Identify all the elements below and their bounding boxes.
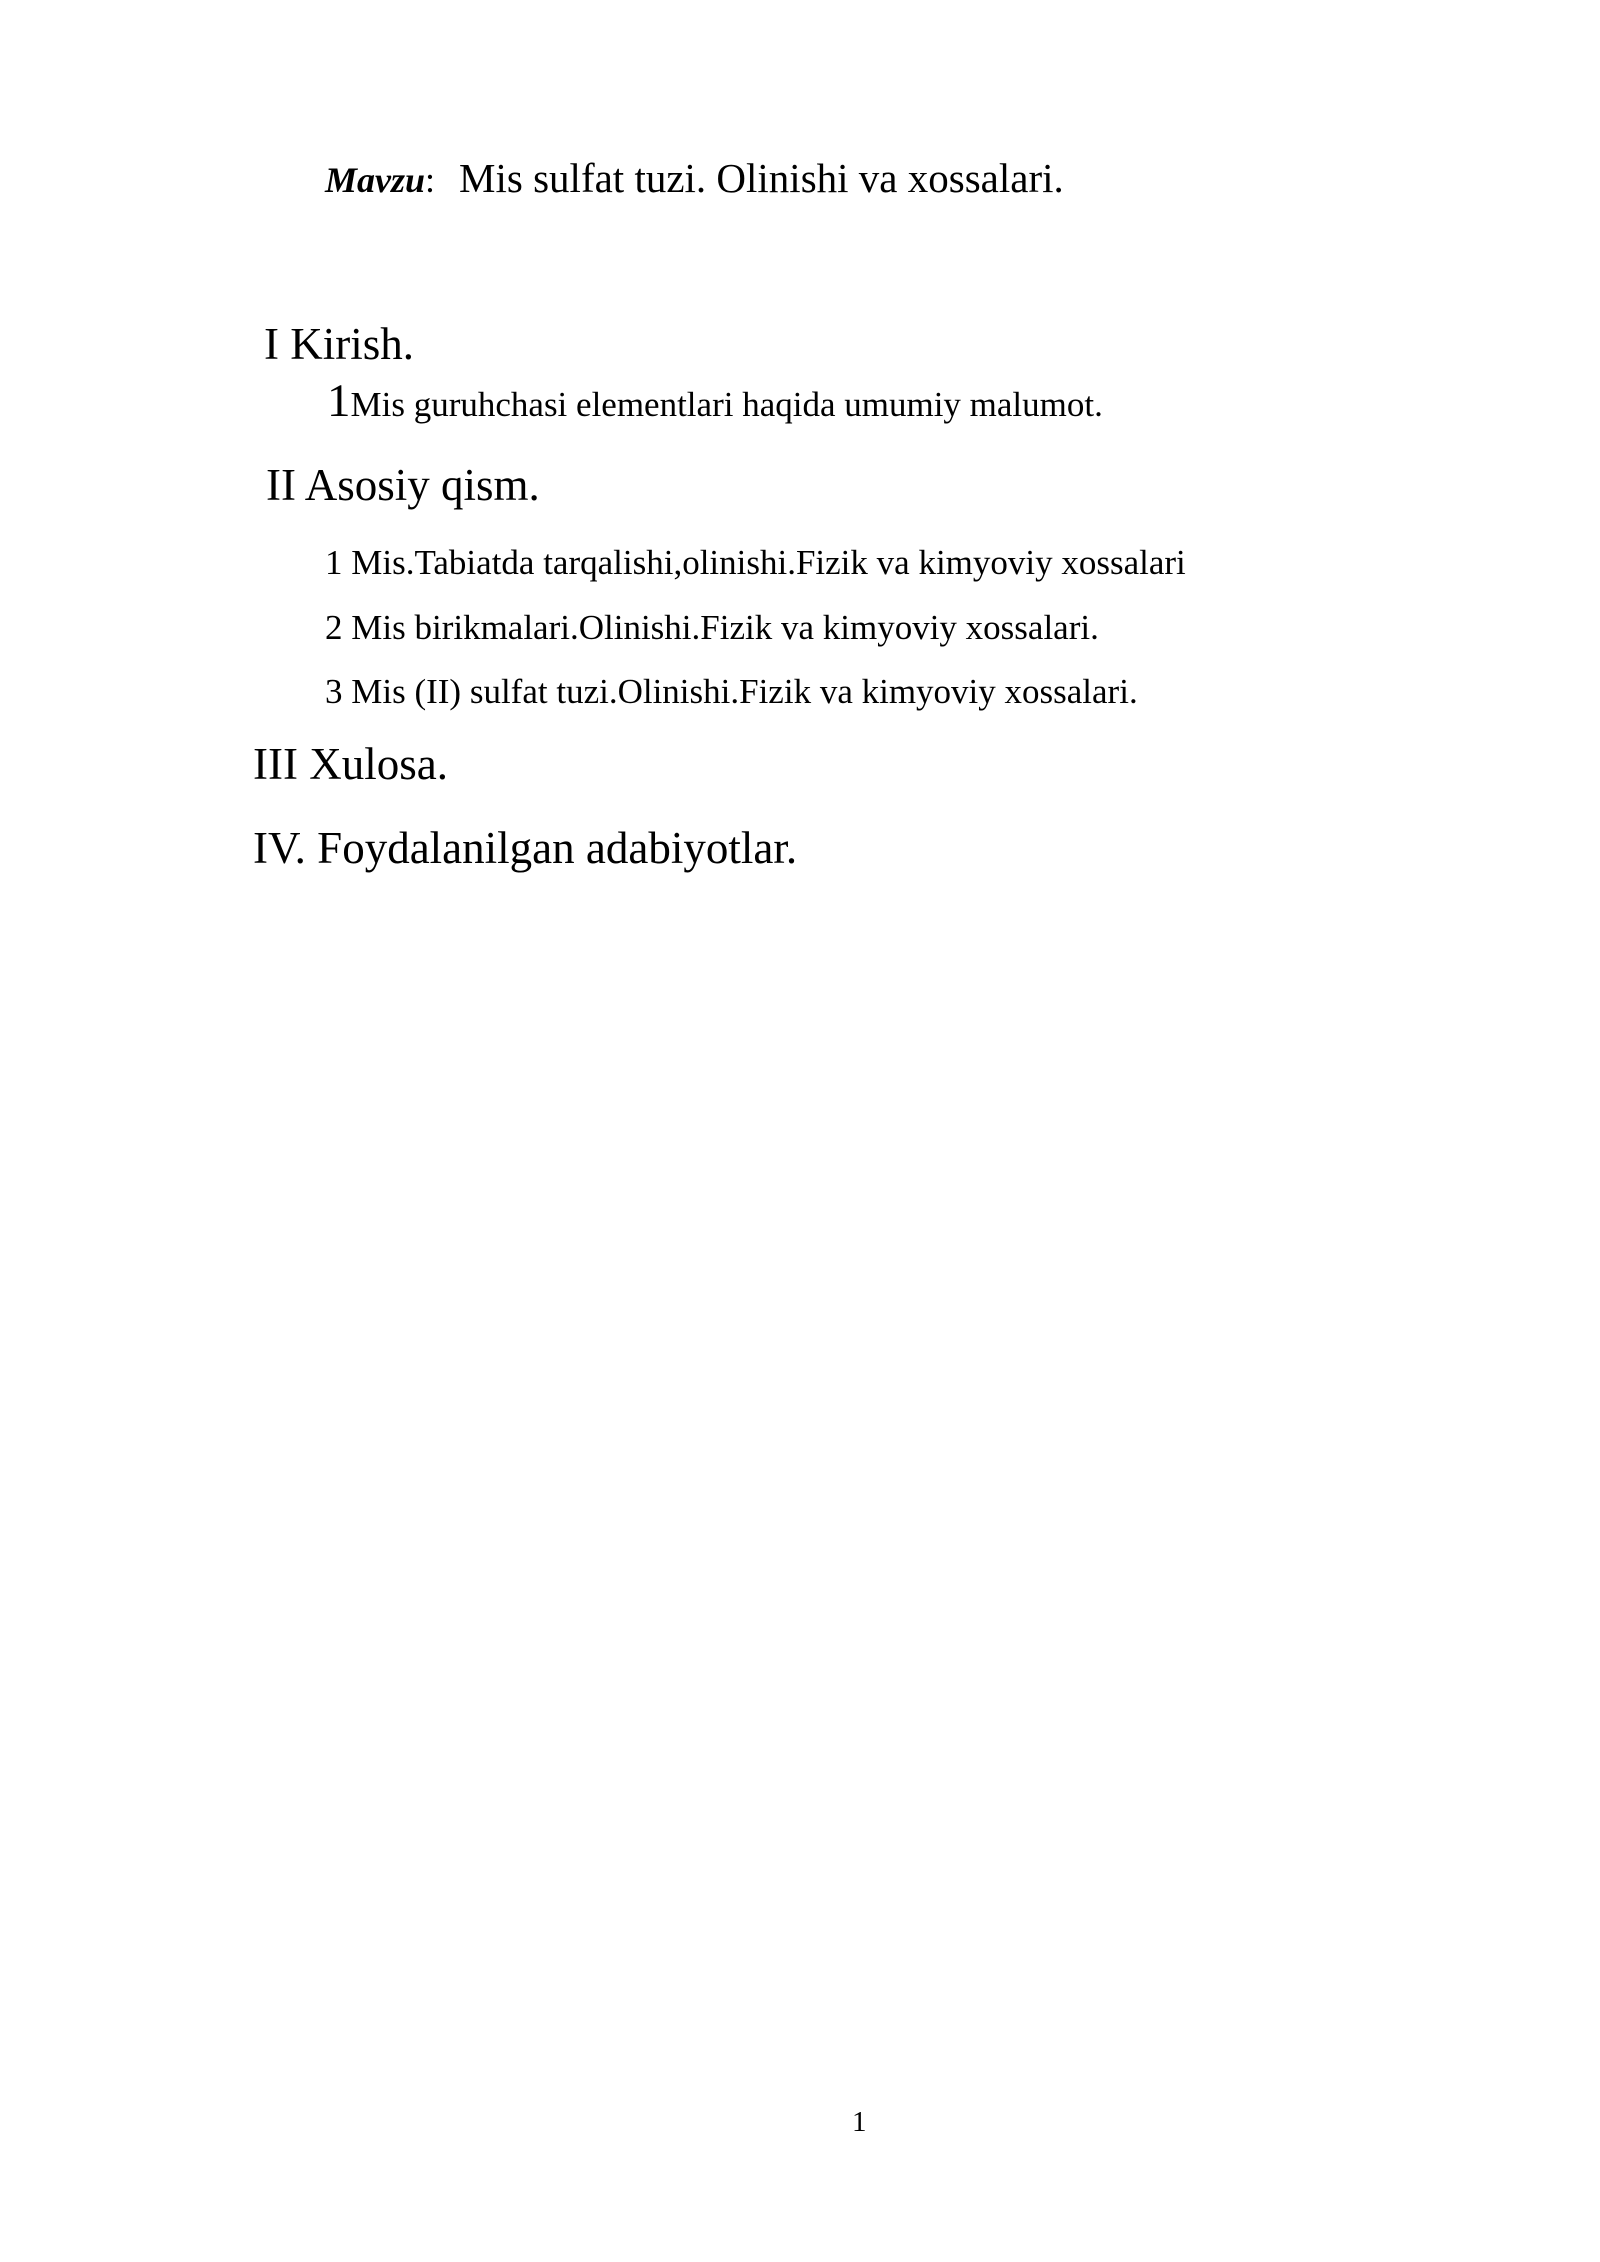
- main-part-item: 3 Mis (II) sulfat tuzi.Olinishi.Fizik va kimyoviy xossalari.: [325, 672, 1138, 711]
- introduction-item-number: 1: [327, 375, 351, 427]
- topic-line: [325, 155, 1064, 201]
- section-heading-main-part: II Asosiy qism.: [266, 460, 540, 510]
- section-heading-references: IV. Foydalanilgan adabiyotlar.: [253, 823, 798, 873]
- section-heading-conclusion: III Xulosa.: [253, 739, 448, 789]
- topic-label: Mavzu: [325, 160, 426, 200]
- introduction-item-text: Mis guruhchasi elementlari haqida umumiy malumot.: [350, 385, 1103, 424]
- main-part-item: 2 Mis birikmalari.Olinishi.Fizik va kimyoviy xossalari.: [325, 608, 1099, 647]
- main-part-item: 1 Mis.Tabiatda tarqalishi,olinishi.Fizik va kimyoviy xossalari: [325, 543, 1186, 582]
- topic-title: Mis sulfat tuzi. Olinishi va xossalari.: [459, 155, 1064, 201]
- topic-colon: :: [425, 160, 436, 200]
- introduction-item: [327, 375, 1103, 427]
- page-number: 1: [852, 2106, 867, 2138]
- section-heading-introduction: I Kirish.: [264, 319, 414, 369]
